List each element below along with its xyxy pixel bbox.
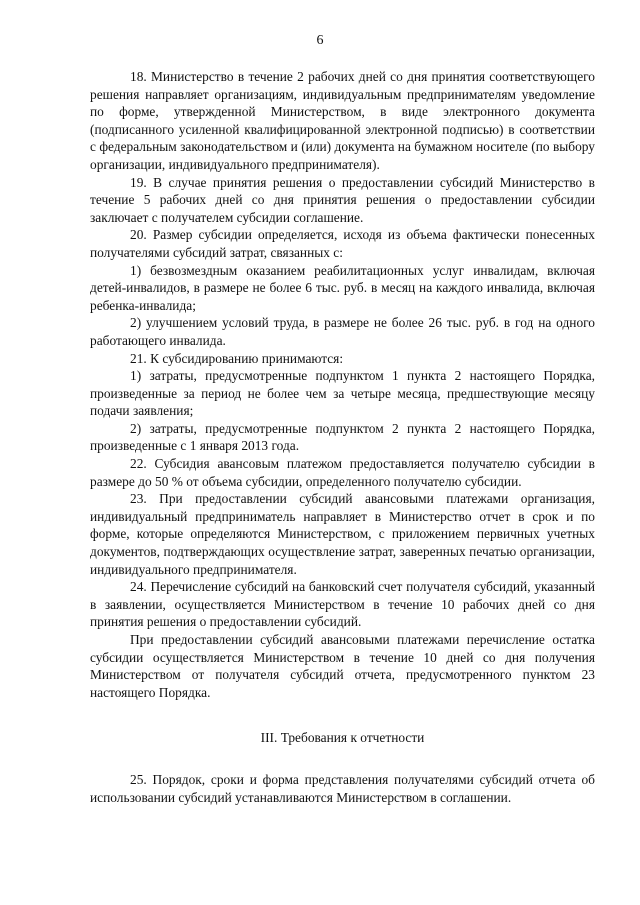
paragraph-21: 21. К субсидированию принимаются: bbox=[130, 350, 344, 366]
paragraph-25: 25. Порядок, сроки и форма представления получателями субсидий отчета об использовании субсидий устанавливаются Министерством в соглашении. bbox=[90, 771, 595, 805]
paragraph-24: 24. Перечисление субсидий на банковский счет получателя субсидий, указанный в заявлении, осуществляется Министерством в течение 10 рабочих дней со дня принятия решения о предоставлении субсидий. bbox=[90, 579, 595, 630]
paragraph-21-item-2: 2) затраты, предусмотренные подпунктом 2 пункта 2 настоящего Порядка, произведенные с 1 января 2013 года. bbox=[90, 420, 595, 454]
page-number: 6 bbox=[316, 33, 324, 48]
paragraph-22: 22. Субсидия авансовым платежом предоставляется получателю субсидии в размере до 50 % от объема субсидии, определенного получателю субсидии. bbox=[90, 456, 595, 489]
paragraph-20-item-2: 2) улучшением условий труда, в размере не более 26 тыс. руб. в год на одного работающего инвалида. bbox=[90, 315, 595, 348]
paragraph-21-item-1: 1) затраты, предусмотренные подпунктом 1 пункта 2 настоящего Порядка, произведенные за период не более чем за четыре месяца, предшествующие месяцу подачи заявления; bbox=[90, 368, 595, 419]
paragraph-24-continued: При предоставлении субсидий авансовыми платежами перечисление остатка субсидии осуществляется Министерством в течение 10 дней со дня получения Министерством от получателя субсидий отчета, предусмотренного пунктом 23 настоящего Порядка. bbox=[90, 632, 595, 700]
paragraph-20: 20. Размер субсидии определяется, исходя из объема фактически понесенных получателями субсидий затрат, связанных с: bbox=[90, 227, 595, 260]
paragraph-19: 19. В случае принятия решения о предоставлении субсидий Министерство в течение 5 рабочих дней со дня принятия решения о предоставлении субсидии заключает с получателем субсидии соглашение. bbox=[90, 174, 595, 225]
paragraph-20-item-1: 1) безвозмездным оказанием реабилитационных услуг инвалидам, включая детей-инвалидов, в размере не более 6 тыс. руб. в месяц на каждого инвалида, включая ребенка-инвалида; bbox=[90, 262, 595, 313]
paragraph-23: 23. При предоставлении субсидий авансовыми платежами организация, индивидуальный предприниматель направляет в Министерство отчет в срок и по форме, которые определяются Министерством, с приложением первичных учетных документов, подтверждающих осуществление затрат, заверенных печатью организации, индивидуального предпринимателя. bbox=[90, 491, 595, 577]
paragraph-18: 18. Министерство в течение 2 рабочих дней со дня принятия соответствующего решения направляет организациям, индивидуальным предпринимателям уведомление по форме, утвержденной Министерством, в виде электронного документа (подписанного усиленной квалифицированной электронной подписью) в соответствии с федеральным законодательством и (или) документа на бумажном носителе (по выбору организации, индивидуального предпринимателя). bbox=[90, 69, 595, 172]
document-body bbox=[90, 68, 595, 806]
section-heading: III. Требования к отчетности bbox=[260, 730, 425, 746]
